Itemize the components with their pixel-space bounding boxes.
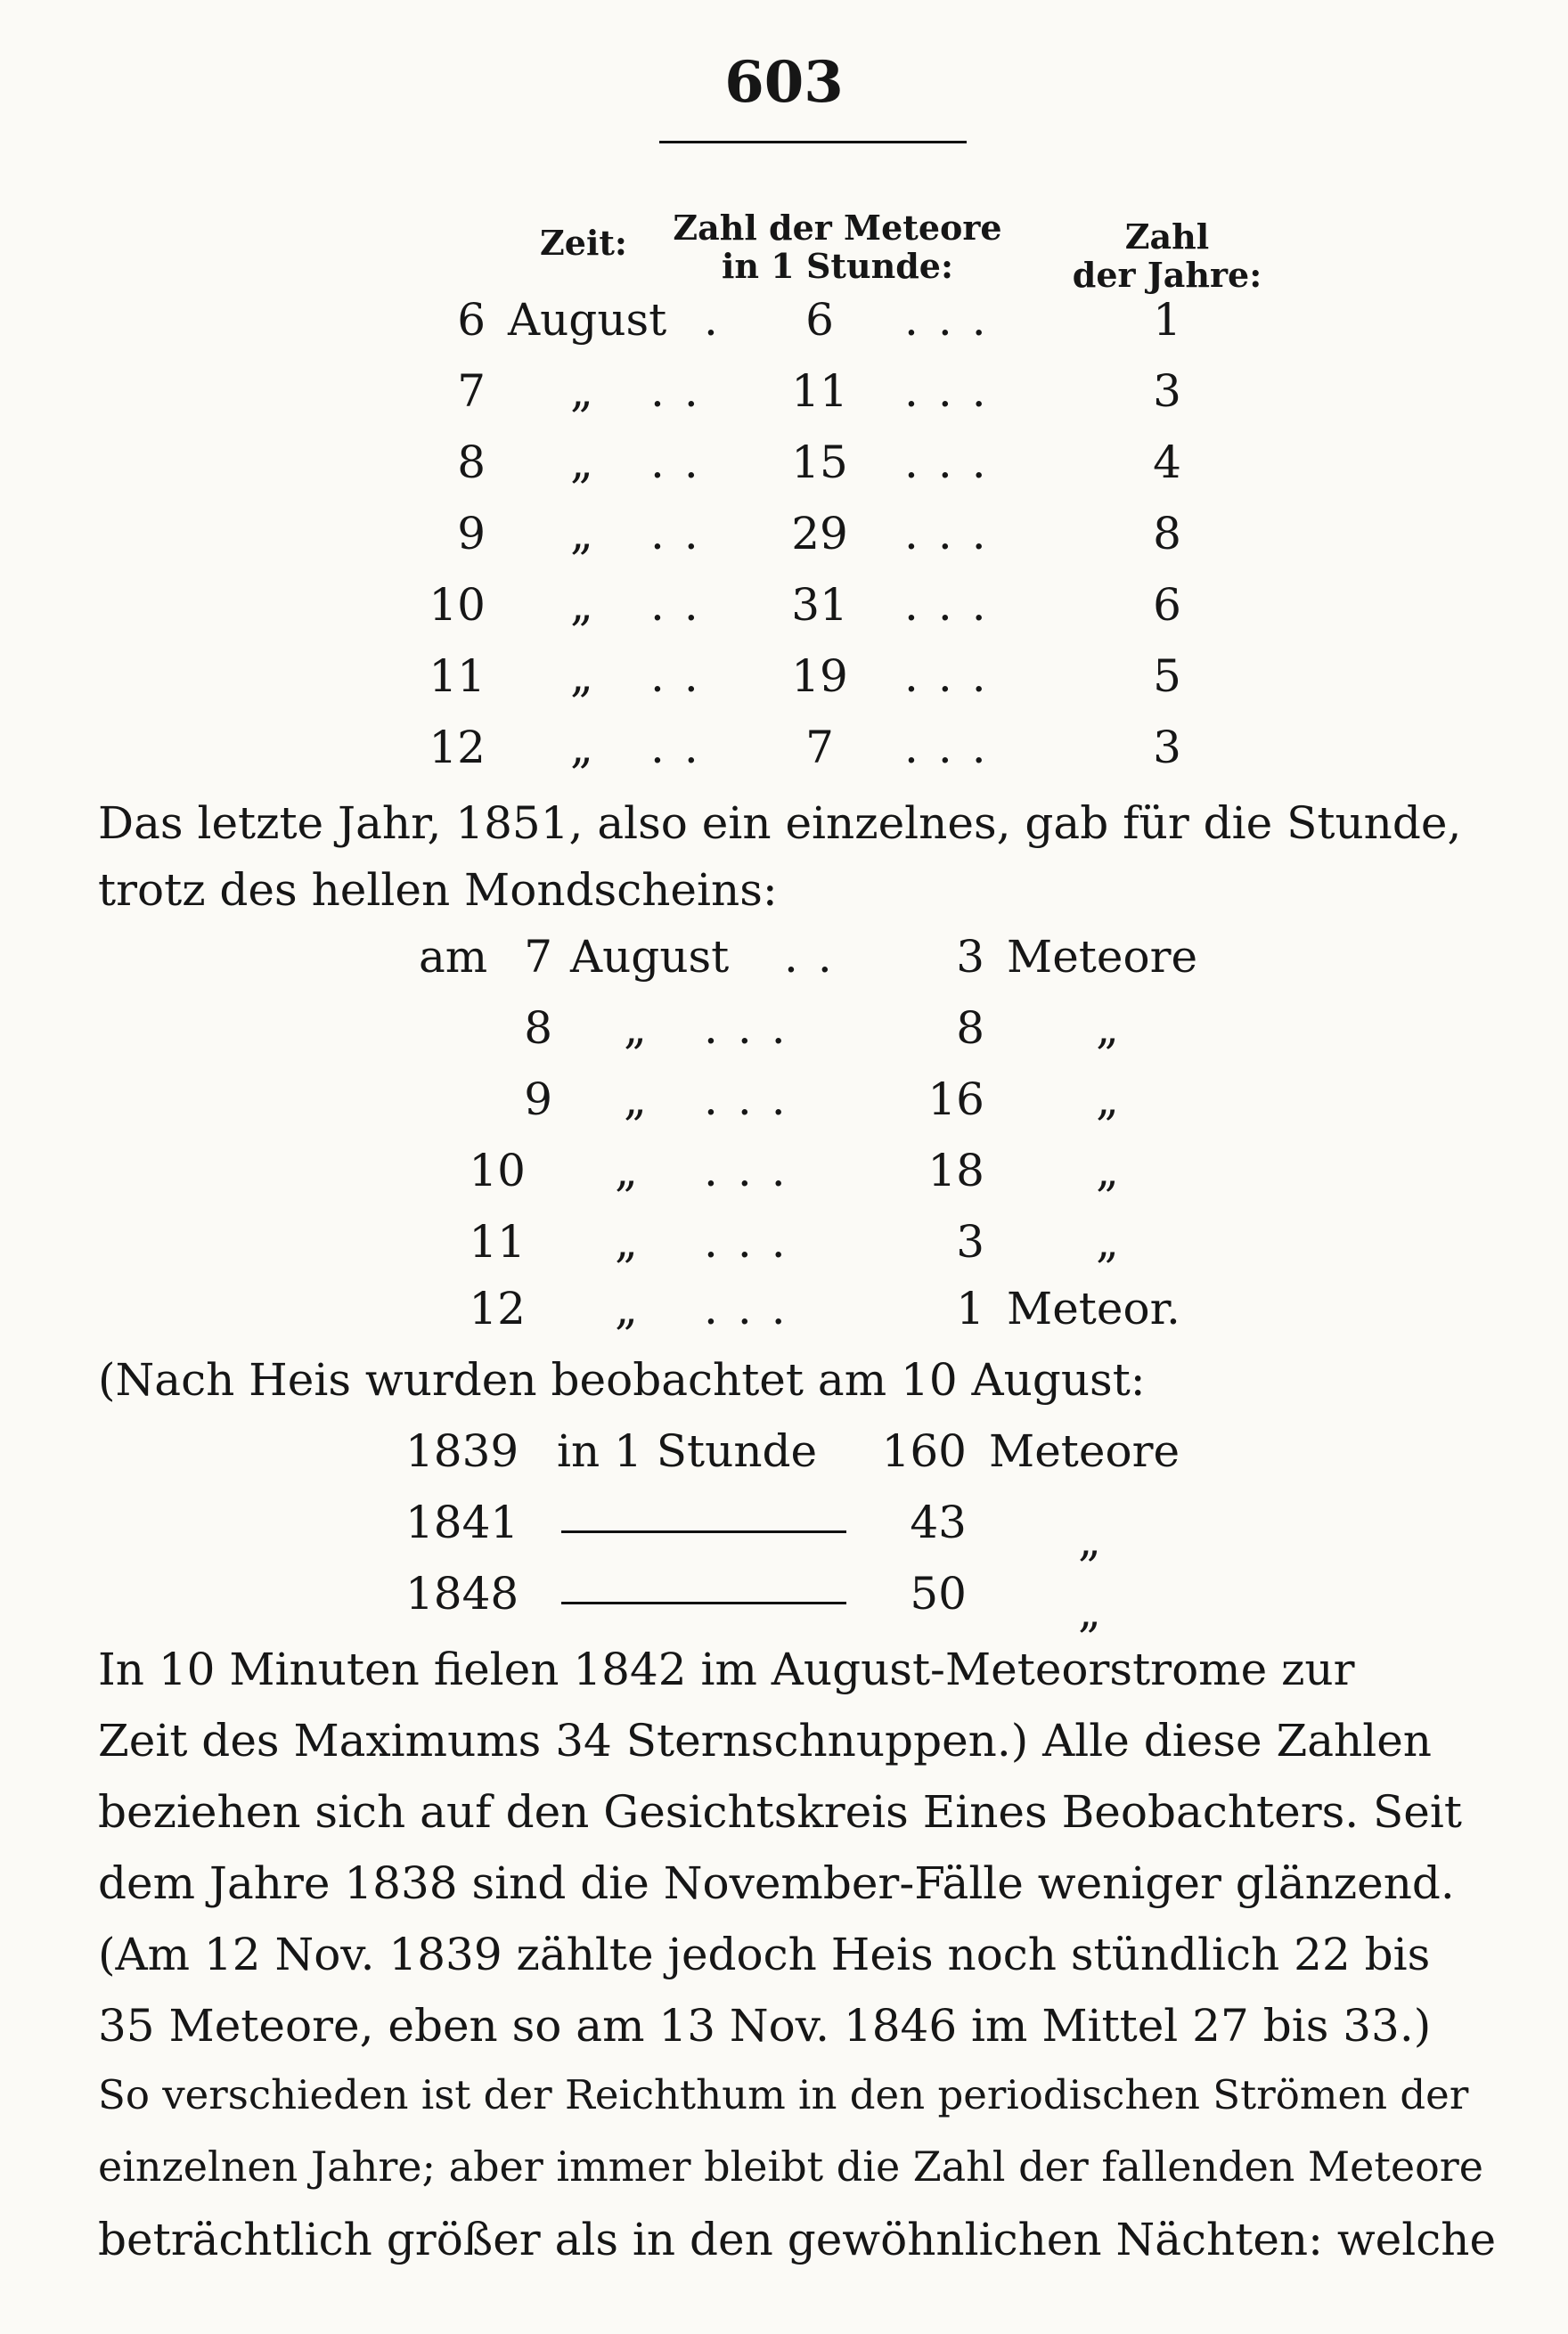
leader-dots: ... <box>704 1145 805 1196</box>
table1-row <box>0 722 1568 784</box>
header-jahre-line1: Zahl <box>1124 216 1210 257</box>
day-cell: 10 <box>429 579 486 631</box>
year-cell: 1839 <box>405 1425 519 1477</box>
years-cell: 5 <box>1153 650 1181 702</box>
count-cell: 160 <box>881 1425 967 1477</box>
day-cell: 11 <box>469 1216 526 1268</box>
month-cell: „ <box>570 437 593 488</box>
month-cell: „ <box>570 365 593 417</box>
count-cell: 1 <box>956 1283 984 1334</box>
leader-dots: ... <box>904 722 1006 773</box>
unit-cell: „ <box>1078 1586 1101 1637</box>
unit-cell: Meteore <box>989 1425 1180 1477</box>
years-cell: 1 <box>1153 294 1181 346</box>
header-zeit: Zeit: <box>540 223 627 263</box>
unit-cell: Meteor. <box>1007 1283 1180 1334</box>
leader-dots: ... <box>704 1073 805 1125</box>
table3-row <box>0 1568 1568 1637</box>
para3-line: In 10 Minuten fielen 1842 im August-Meteorstrome zur <box>98 1644 1355 1695</box>
meteors-cell: 6 <box>805 294 834 346</box>
year-cell: 1841 <box>405 1497 519 1548</box>
leader-dots: ... <box>904 294 1006 346</box>
unit-cell: „ <box>1096 1073 1119 1125</box>
count-cell: 3 <box>956 1216 984 1268</box>
para3-line: einzelnen Jahre; aber immer bleibt die Zahl der fallenden Meteore <box>98 2142 1483 2191</box>
leader-dots: .. <box>650 508 718 559</box>
meteors-cell: 29 <box>791 508 848 559</box>
page-number: 603 <box>724 49 844 116</box>
para3-line: 35 Meteore, eben so am 13 Nov. 1846 im Mittel 27 bis 33.) <box>98 2000 1432 2052</box>
day-cell: 8 <box>524 1002 552 1054</box>
leader-dots: .. <box>784 931 852 983</box>
leader-dots: .. <box>650 437 718 488</box>
years-cell: 4 <box>1153 437 1181 488</box>
leader-dots: ... <box>904 579 1006 631</box>
unit-cell: „ <box>1096 1216 1119 1268</box>
table1-row <box>0 437 1568 499</box>
day-cell: 8 <box>457 437 486 488</box>
day-cell: 10 <box>469 1145 526 1196</box>
header-meteore-line2: in 1 Stunde: <box>722 246 953 286</box>
header-meteore-line1: Zahl der Meteore <box>673 208 1002 248</box>
month-cell: „ <box>615 1145 638 1196</box>
table1-row <box>0 365 1568 428</box>
count-cell: 43 <box>910 1497 967 1548</box>
month-cell: „ <box>570 579 593 631</box>
month-cell: August <box>508 294 667 346</box>
prefix-cell: am <box>419 931 488 983</box>
unit-cell: „ <box>1096 1145 1119 1196</box>
month-cell: „ <box>615 1216 638 1268</box>
leader-dots: .. <box>650 722 718 773</box>
table2-row <box>0 1216 1568 1278</box>
leader-dots: .. <box>650 365 718 417</box>
years-cell: 3 <box>1153 365 1181 417</box>
years-cell: 8 <box>1153 508 1181 559</box>
leader-dots: ... <box>704 1002 805 1054</box>
table2-row <box>0 1145 1568 1207</box>
day-cell: 12 <box>469 1283 526 1334</box>
day-cell: 12 <box>429 722 486 773</box>
para3-line: beziehen sich auf den Gesichtskreis Eines Beobachters. Seit <box>98 1786 1462 1838</box>
ditto-dash <box>561 1530 846 1533</box>
meteors-cell: 15 <box>791 437 848 488</box>
header-jahre-line2: der Jahre: <box>1072 255 1262 295</box>
header-rule <box>659 141 967 143</box>
table2-row <box>0 1073 1568 1136</box>
month-cell: „ <box>624 1073 647 1125</box>
ditto-dash <box>561 1602 846 1604</box>
day-cell: 9 <box>457 508 486 559</box>
meteors-cell: 11 <box>791 365 848 417</box>
table2-row <box>0 1002 1568 1065</box>
day-cell: 9 <box>524 1073 552 1125</box>
table1-row <box>0 579 1568 641</box>
month-cell: „ <box>570 508 593 559</box>
leader-dots: ... <box>904 508 1006 559</box>
month-cell: August <box>570 931 730 983</box>
para3-line: So verschieden ist der Reichthum in den periodischen Strömen der <box>98 2071 1469 2118</box>
leader-dots: .. <box>650 650 718 702</box>
unit-cell: „ <box>1078 1514 1101 1566</box>
year-cell: 1848 <box>405 1568 519 1620</box>
mid-cell: in 1 Stunde <box>557 1425 818 1477</box>
month-cell: „ <box>624 1002 647 1054</box>
count-cell: 50 <box>910 1568 967 1620</box>
day-cell: 11 <box>429 650 486 702</box>
table3-row <box>0 1497 1568 1566</box>
meteors-cell: 7 <box>805 722 834 773</box>
leader-dots: ... <box>904 650 1006 702</box>
day-cell: 6 <box>457 294 486 346</box>
leader-dots: ... <box>904 365 1006 417</box>
para1-line1: Das letzte Jahr, 1851, also ein einzelnes, gab für die Stunde, <box>98 797 1462 849</box>
unit-cell: Meteore <box>1007 931 1198 983</box>
table1-row <box>0 294 1568 356</box>
table2-row <box>0 931 1568 993</box>
para3-line: (Am 12 Nov. 1839 zählte jedoch Heis noch stündlich 22 bis <box>98 1929 1431 1980</box>
years-cell: 6 <box>1153 579 1181 631</box>
table1-row <box>0 508 1568 570</box>
meteors-cell: 31 <box>791 579 848 631</box>
para3-line: Zeit des Maximums 34 Sternschnuppen.) Alle diese Zahlen <box>98 1715 1432 1767</box>
day-cell: 7 <box>457 365 486 417</box>
month-cell: „ <box>570 722 593 773</box>
count-cell: 3 <box>956 931 984 983</box>
day-cell: 7 <box>524 931 552 983</box>
years-cell: 3 <box>1153 722 1181 773</box>
para2-line1: (Nach Heis wurden beobachtet am 10 August: <box>98 1354 1146 1406</box>
month-cell: „ <box>570 650 593 702</box>
para3-line: beträchtlich größer als in den gewöhnlichen Nächten: welche <box>98 2214 1497 2265</box>
leader-dots: .. <box>650 579 718 631</box>
count-cell: 16 <box>927 1073 984 1125</box>
table2-row <box>0 1283 1568 1345</box>
count-cell: 8 <box>956 1002 984 1054</box>
meteors-cell: 19 <box>791 650 848 702</box>
leader-dots: ... <box>704 1216 805 1268</box>
table3-row <box>0 1425 1568 1488</box>
unit-cell: „ <box>1096 1002 1119 1054</box>
table1-row <box>0 650 1568 713</box>
month-cell: „ <box>615 1283 638 1334</box>
leader-dots: . <box>704 294 738 346</box>
leader-dots: ... <box>704 1283 805 1334</box>
para1-line2: trotz des hellen Mondscheins: <box>98 864 778 916</box>
leader-dots: ... <box>904 437 1006 488</box>
count-cell: 18 <box>927 1145 984 1196</box>
para3-line: dem Jahre 1838 sind die November-Fälle weniger glänzend. <box>98 1857 1455 1909</box>
